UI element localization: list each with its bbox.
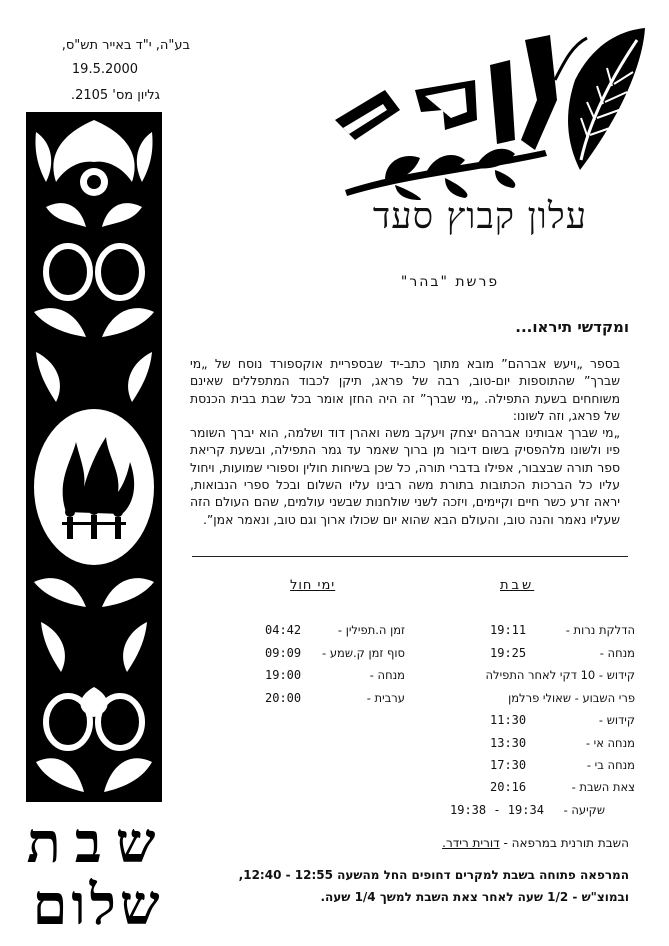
schedule-time: 20:00 <box>265 691 302 705</box>
schedule-label: שקיעה - <box>563 803 605 817</box>
schedule-time: 19:11 <box>490 623 527 637</box>
clinic-duty-note <box>442 836 629 850</box>
schedule-label: קידוש - <box>598 713 635 727</box>
greeting-line-2: שלום <box>32 872 164 938</box>
schedule-time: 17:30 <box>490 758 527 772</box>
article-paragraph: „מי שברך אבותינו אברהם יצחק ויעקב משה ואהרן דוד ושלמה, הוא יברך השומר פיו ולשונו מלהפסיק בשום דיבור מן ברוך שאמר עד גמר התפילה, ובשעת קריאת ספר תורה שבצבור, אפילו בדברי תורה, כל שכן בשיחות חולין וספורי שמועות, ויחול עליו כל הברכות הכתובות בתורת משה רבינו עליו השלום ובכל ספרי הנבואות, יראה זרע כשר חיים וקיימים, ויזכה לשני שולחנות שבשני עולמים, שהם העולם הזה שעליו נאמר והנה טוב, והעולם הבא שהוא יום שכולו ארוך וגם טוב, ונאמר אמן”. <box>190 425 620 527</box>
schedule-label: פרי השבוע - שאולי פרלמן <box>508 691 635 705</box>
parasha-label: פרשת "בהר" <box>400 274 500 290</box>
schedule-label: מנחה - <box>599 646 635 660</box>
side-ornament-banner <box>26 112 162 802</box>
schedule-label: זמן ה.תפילין - <box>337 623 405 637</box>
schedule-label: הדלקת נרות - <box>565 623 635 637</box>
schedule-time: 19:38 - 19:34 <box>450 803 544 817</box>
clinic-hours-note: המרפאה פתוחה בשבת למקרים דחופים החל מהשעה 12:55 - 12:40, ובמוצ"ש - 1/2 שעה לאחר צאת השבת למשך 1/4 שעה. <box>238 868 629 904</box>
schedule-label: צאת השבת - <box>571 780 635 794</box>
schedule-label: סוף זמן ק.שמע - <box>322 646 405 660</box>
date-gregorian: 19.5.2000 <box>71 62 139 77</box>
schedule-time: 09:09 <box>265 646 302 660</box>
schedule-label: קידוש - 10 דקי לאחר התפילה <box>485 668 635 682</box>
weekday-schedule-heading: ימי חול <box>290 578 336 593</box>
newsletter-subtitle: עלון קבוץ סעד <box>372 196 588 237</box>
clinic-duty-name: דורית רידר. <box>442 836 500 850</box>
clinic-duty-label: השבת תורנית במרפאה - <box>503 836 629 850</box>
issue-number: גליון מס' 2105. <box>70 88 160 103</box>
schedule-time: 19:25 <box>490 646 527 660</box>
schedule-time: 11:30 <box>490 713 527 727</box>
article-body <box>190 355 620 528</box>
shabbat-schedule-heading: שבת <box>500 578 535 593</box>
schedule-time: 20:16 <box>490 780 527 794</box>
shabbat-shalom-greeting <box>18 812 178 936</box>
schedule-label: מנחה אי - <box>585 736 635 750</box>
schedule-time: 04:42 <box>265 623 302 637</box>
schedule-label: ערבית - <box>366 691 405 705</box>
newsletter-logo <box>325 20 655 200</box>
schedule-time: 19:00 <box>265 668 302 682</box>
schedule-label: מנחה - <box>369 668 405 682</box>
date-hebrew: בע"ה, י"ד באייר תש"ס, <box>61 38 190 53</box>
greeting-line-1: שבת <box>26 810 170 876</box>
article-title: ומקדשי תיראו... <box>515 318 629 336</box>
schedule-time: 13:30 <box>490 736 527 750</box>
schedule-label: מנחה בי - <box>586 758 635 772</box>
article-paragraph: בספר „ויעש אברהם” מובא מתוך כתב-יד שבספריית אוקספורד נוסח של „מי שברך” שהתוספות יום-טוב, רבה של פראג, תיקן לכבוד המתפללים שאינם משוחחים בשעת התפילה. „מי שברך” זה היה החזן אומר בכל שבת בבית הכנסת של פראג, וזה לשונו: <box>190 356 620 423</box>
section-divider <box>192 556 628 557</box>
